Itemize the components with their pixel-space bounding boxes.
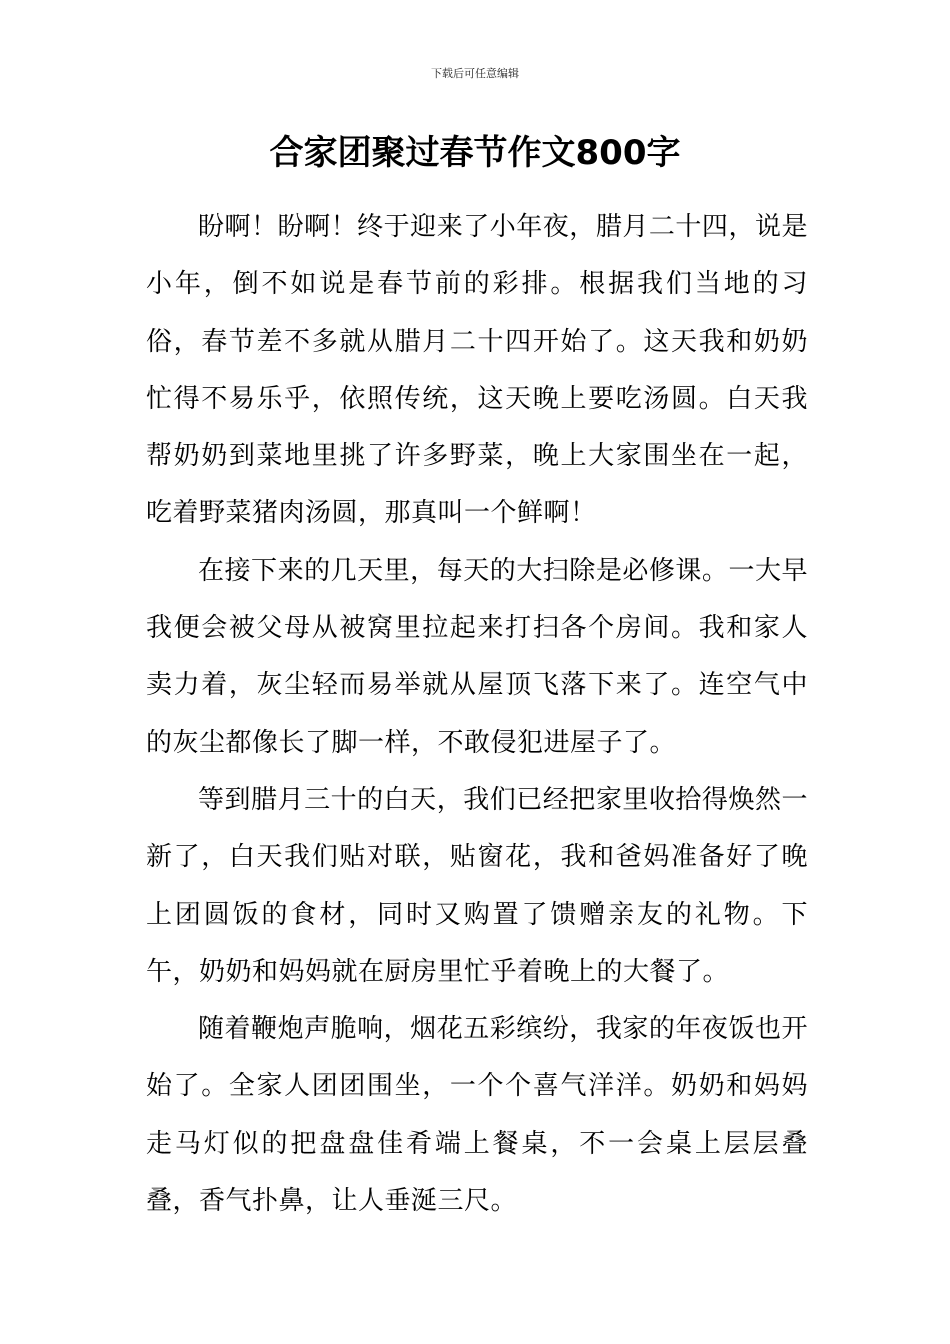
paragraph-3: 等到腊月三十的白天，我们已经把家里收拾得焕然一新了，白天我们贴对联，贴窗花，我和爸妈准备好了晚上团圆饭的食材，同时又购置了馈赠亲友的礼物。下午，奶奶和妈妈就在厨房里忙乎着晚上的大餐了。 xyxy=(146,784,808,987)
document-title: 合家团聚过春节作文800字 xyxy=(269,133,681,173)
paragraph-2: 在接下来的几天里，每天的大扫除是必修课。一大早我便会被父母从被窝里拉起来打扫各个房间。我和家人卖力着，灰尘轻而易举就从屋顶飞落下来了。连空气中的灰尘都像长了脚一样，不敢侵犯进屋子了。 xyxy=(146,555,808,758)
paragraph-1: 盼啊！盼啊！终于迎来了小年夜，腊月二十四，说是小年，倒不如说是春节前的彩排。根据我们当地的习俗，春节差不多就从腊月二十四开始了。这天我和奶奶忙得不易乐乎，依照传统，这天晚上要吃汤圆。白天我帮奶奶到菜地里挑了许多野菜，晚上大家围坐在一起，吃着野菜猪肉汤圆，那真叫一个鲜啊！ xyxy=(146,212,808,529)
document-body xyxy=(146,199,808,1230)
paragraph-4: 随着鞭炮声脆响，烟花五彩缤纷，我家的年夜饭也开始了。全家人团团围坐，一个个喜气洋洋。奶奶和妈妈走马灯似的把盘盘佳肴端上餐桌，不一会桌上层层叠叠，香气扑鼻，让人垂涎三尺。 xyxy=(146,1014,808,1217)
header-note: 下载后可任意编辑 xyxy=(431,67,519,80)
